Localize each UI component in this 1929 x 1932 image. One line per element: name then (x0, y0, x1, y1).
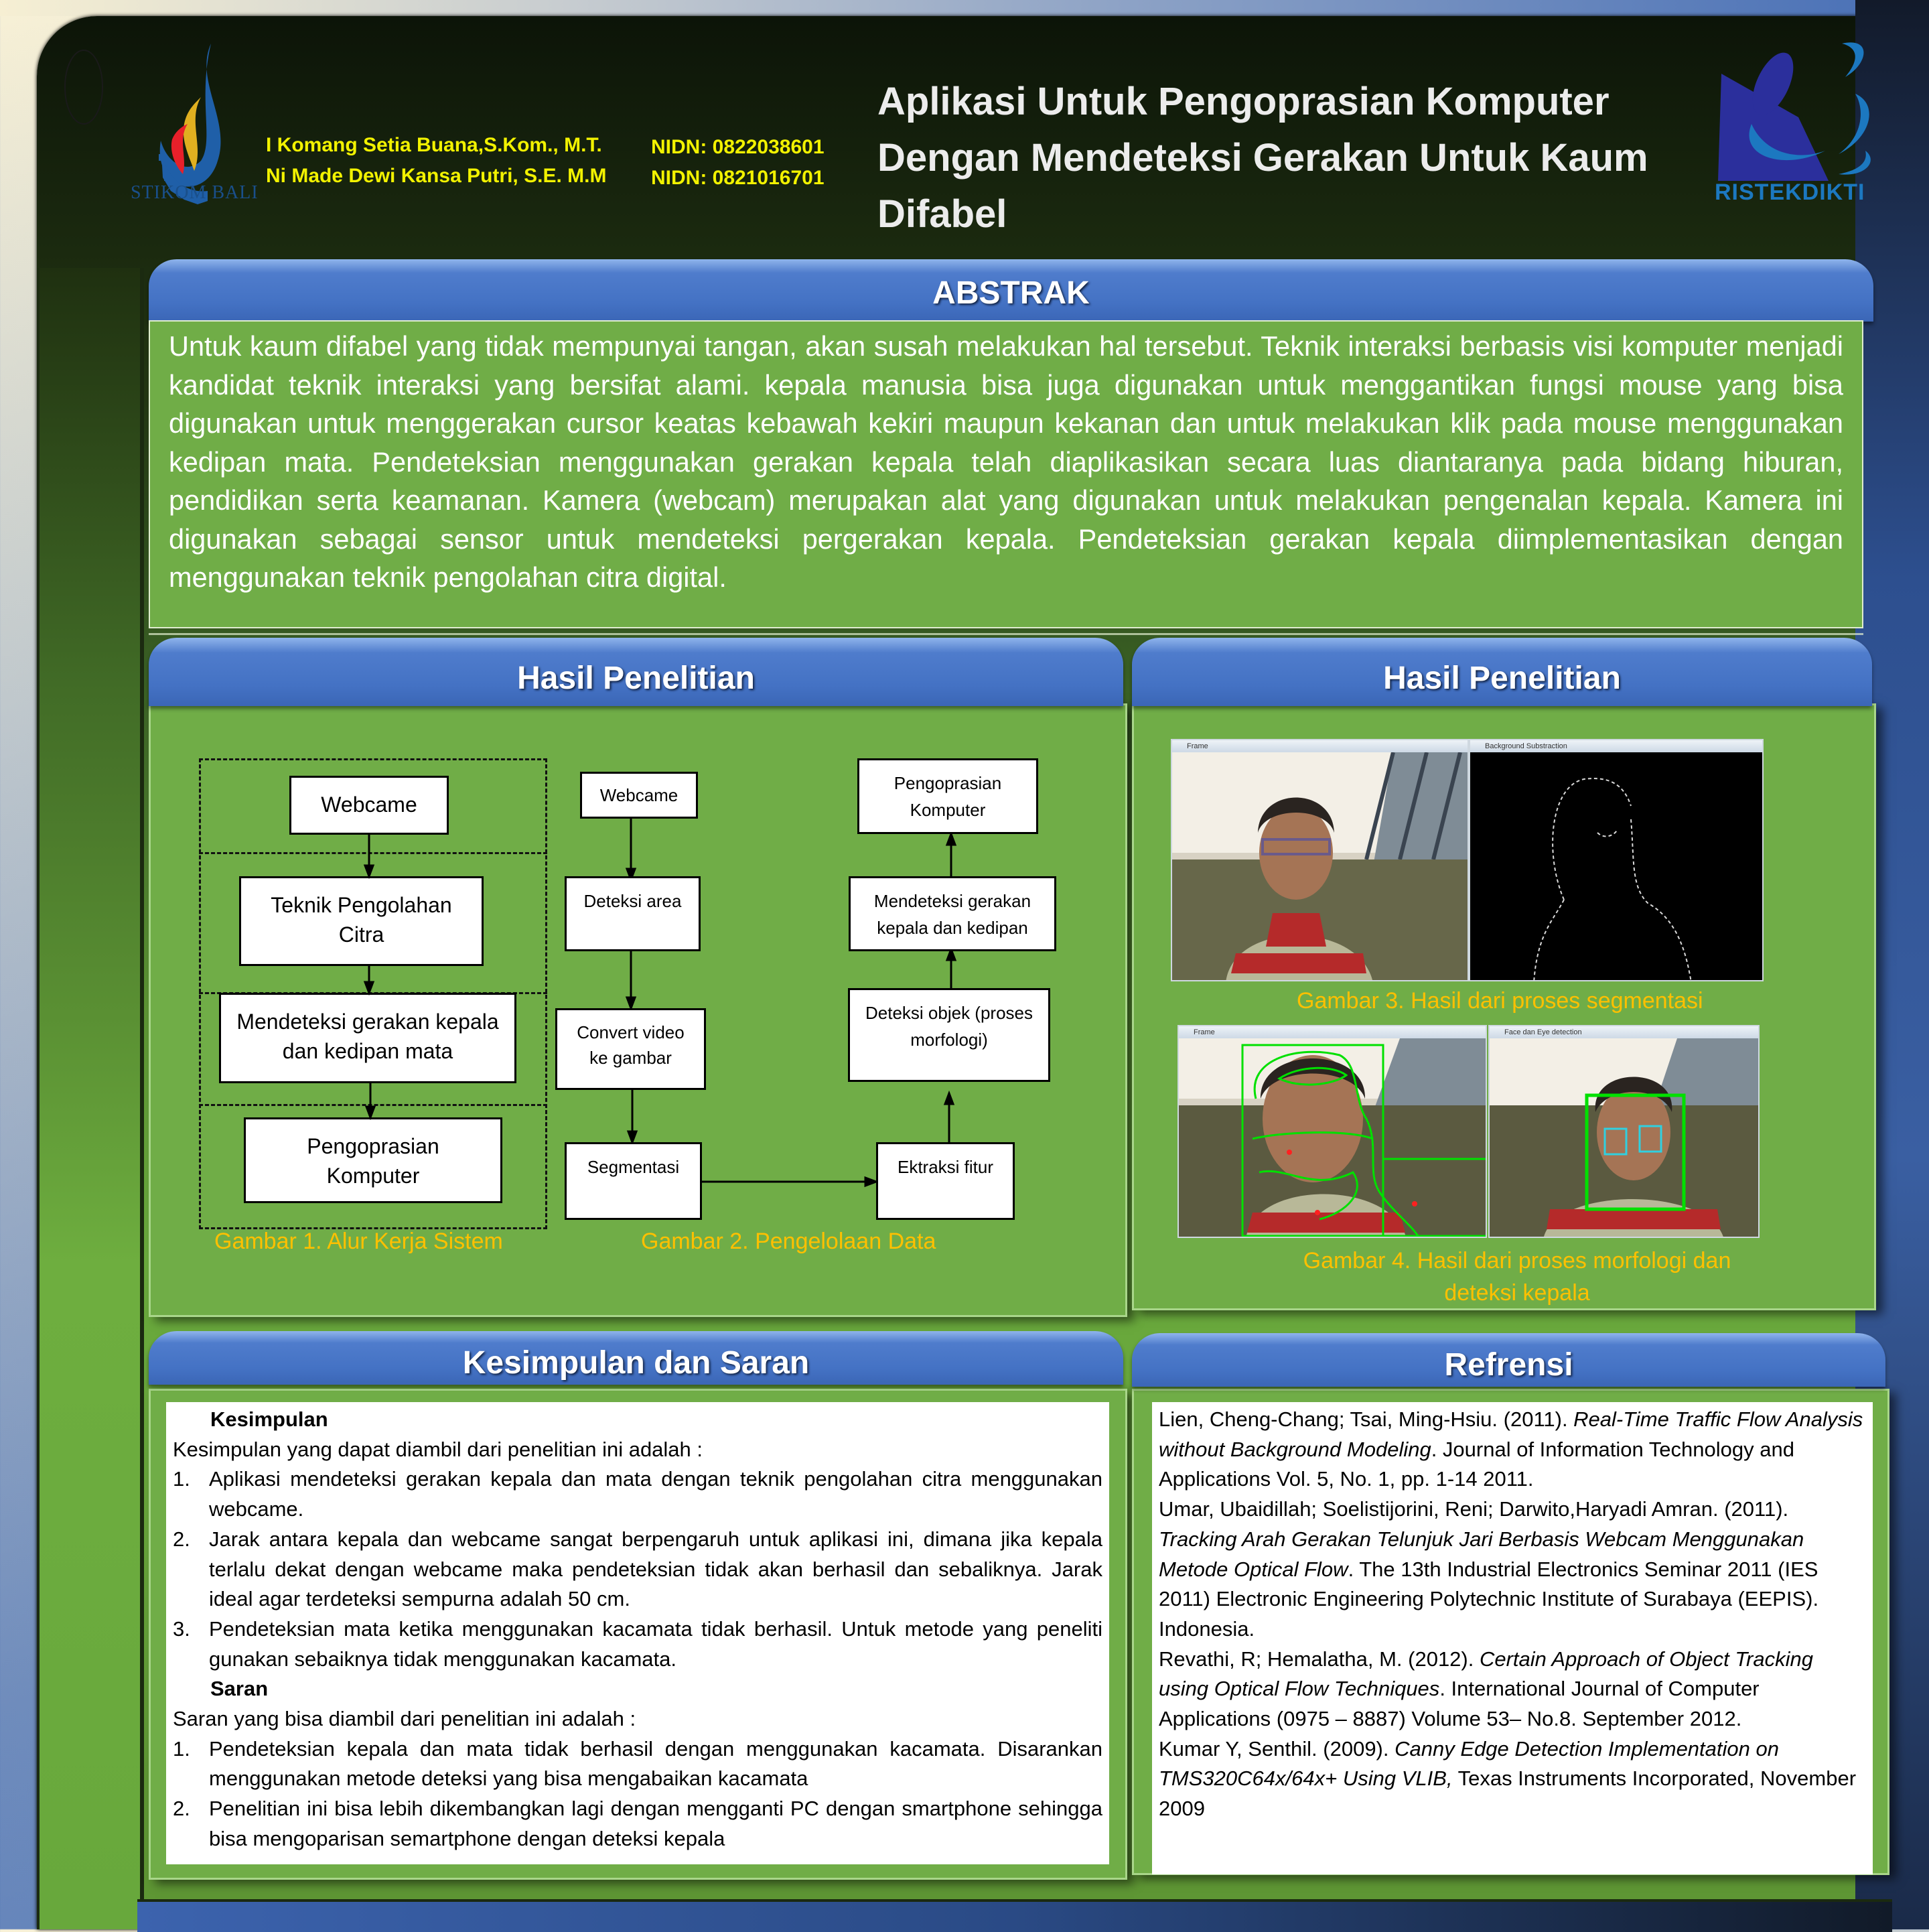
stikom-logo-text: STIKOM BALI (131, 182, 259, 203)
fig2-box-deteksi-area: Deteksi area (565, 876, 701, 951)
figure-4-caption-line-2: deteksi kepala (1444, 1280, 1590, 1306)
kesimpulan-intro: Kesimpulan yang dapat diambil dari penelitian ini adalah : (173, 1437, 703, 1461)
fig1-box-webcame: Webcame (289, 776, 449, 835)
fig2-box-ekstraksi-fitur: Ektraksi fitur (876, 1142, 1015, 1220)
fig2-box-webcame: Webcame (580, 772, 698, 819)
fig1-box-teknik-pengolahan-citra: Teknik Pengolahan Citra (239, 876, 484, 966)
conclusion-heading: Kesimpulan dan Saran (462, 1345, 810, 1381)
fig2-box-mendeteksi-gerakan: Mendeteksi gerakan kepala dan kedipan (849, 876, 1056, 951)
figure-1-divider (199, 852, 547, 854)
figure-1-divider (199, 1104, 547, 1106)
figure-3-background-subtraction-window (1469, 739, 1764, 981)
window-title: Frame (1179, 1026, 1486, 1038)
conclusion-header (149, 1331, 1123, 1385)
figure-4-caption (1216, 1245, 1818, 1309)
kesimpulan-item: 2. Jarak antara kepala dan webcame sangat berpengaruh untuk aplikasi ini, dimana jika kepala terlalu dekat dengan webcame maka pendeteksian tidak akan berhasil dan sebaliknya. Jarak ideal agar terdeteksi sempurna adalah 50 cm. (173, 1527, 1102, 1611)
author-1-name: I Komang Setia Buana,S.Kom., M.T. (266, 134, 602, 156)
figure-1-caption: Gambar 1. Alur Kerja Sistem (214, 1229, 503, 1254)
figure-2-caption: Gambar 2. Pengelolaan Data (641, 1229, 936, 1254)
saran-item: 2. Penelitian ini bisa lebih dikembangkan lagi dengan mengganti PC dengan smartphone sehingga bisa mengoparisan semartphone dengan deteksi kepala (173, 1797, 1102, 1850)
background-subtraction-photo (1470, 752, 1764, 981)
fig2-box-pengoprasian-komputer: Pengoprasian Komputer (857, 758, 1038, 834)
fig1-box-mendeteksi-gerakan: Mendeteksi gerakan kepala dan kedipan mata (219, 993, 516, 1083)
title-line-1: Aplikasi Untuk Pengoprasian Komputer (877, 80, 1610, 123)
morphology-photo (1179, 1038, 1487, 1238)
abstract-heading: ABSTRAK (932, 275, 1090, 311)
window-title: Face dan Eye detection (1490, 1026, 1758, 1038)
abstract-body (149, 320, 1863, 628)
figure-4-face-eye-detection-window (1488, 1025, 1760, 1238)
results-left-header (149, 638, 1123, 706)
fig2-box-segmentasi: Segmentasi (565, 1142, 702, 1220)
fig1-box-pengoprasian-komputer: Pengoprasian Komputer (244, 1117, 502, 1203)
reference-item: Revathi, R; Hemalatha, M. (2012). Certain Approach of Object Tracking using Optical Flow Techniques. International Journal of Computer Applications (0975 – 8887) Volume 53– No.8. September 2012. (1159, 1647, 1813, 1731)
abstract-header (149, 259, 1873, 322)
author-2-nidn: NIDN: 0821016701 (651, 167, 825, 189)
bottom-decor-band (137, 1899, 1892, 1932)
references-header (1132, 1333, 1885, 1387)
face-eye-detection-photo (1490, 1038, 1760, 1238)
kesimpulan-title: Kesimpulan (210, 1407, 328, 1431)
ristekdikti-logo-text: RISTEKDIKTI (1715, 180, 1865, 205)
references-body (1152, 1402, 1873, 1874)
references-heading: Refrensi (1444, 1347, 1573, 1383)
kesimpulan-item: 3. Pendeteksian mata ketika menggunakan kacamata tidak berhasil. Untuk metode yang peneliti gunakan sebaiknya tidak menggunakan kacamata. (173, 1616, 1102, 1671)
author-2-name: Ni Made Dewi Kansa Putri, S.E. M.M (266, 165, 607, 187)
reference-item: Umar, Ubaidillah; Soelistijorini, Reni; Darwito,Haryadi Amran. (2011). Tracking Arah Gerakan Telunjuk Jari Berbasis Webcam Menggunakan Metode Optical Flow. The 13th Industrial Electronics Seminar 2011 (IES 2011) Electronic Engineering Polytechnic Institute of Surabaya (EEPIS). Indonesia. (1159, 1497, 1819, 1641)
left-decor-strip (37, 268, 144, 1929)
saran-intro: Saran yang bisa diambil dari penelitian ini adalah : (173, 1707, 636, 1731)
author-1-nidn: NIDN: 0822038601 (651, 136, 825, 158)
scroll-curl-icon (40, 40, 114, 127)
saran-item: 1. Pendeteksian kepala dan mata tidak berhasil dengan menggunakan kacamata. Disarankan menggunakan metode deteksi yang bisa mengabaikan kacamata (173, 1736, 1102, 1791)
kesimpulan-item: 1. Aplikasi mendeteksi gerakan kepala dan mata dengan teknik pengolahan citra menggunakan webcame. (173, 1467, 1102, 1521)
figure-4-morphology-window (1177, 1025, 1487, 1238)
reference-item: Kumar Y, Senthil. (2009). Canny Edge Detection Implementation on TMS320C64x/64x+ Using VLIB, Texas Instruments Incorporated, November 2009 (1159, 1736, 1857, 1821)
title-line-3: Difabel (877, 192, 1007, 236)
reference-item: Lien, Cheng-Chang; Tsai, Ming-Hsiu. (2011). Real-Time Traffic Flow Analysis without Background Modeling. Journal of Information Technology and Applications Vol. 5, No. 1, pp. 1-14 2011. (1159, 1407, 1863, 1491)
title-line-2: Dengan Mendeteksi Gerakan Untuk Kaum (877, 136, 1648, 180)
figure-4-caption-line-1: Gambar 4. Hasil dari proses morfologi dan (1303, 1248, 1731, 1273)
abstract-divider (149, 633, 1863, 635)
abstract-text: Untuk kaum difabel yang tidak mempunyai tangan, akan susah melakukan hal tersebut. Teknik interaksi berbasis visi komputer menjadi kandidat teknik interaksi yang bersifat alami. kepala manusia bisa juga digunakan untuk menggantikan fungsi mouse yang bisa digunakan untuk menggerakan cursor keatas kebawah kekiri maupun kekanan dan untuk melakukan klik pada mouse menggunakan kedipan mata. Pendeteksian menggunakan gerakan kepala telah diaplikasikan secara luas diantaranya pada bidang hiburan, pendidikan serta keamanan. Kamera (webcam) merupakan alat yang digunakan untuk melakukan pengenalan kepala. Kamera ini digunakan sebagai sensor untuk mendeteksi pergerakan kepala. Pendeteksian gerakan kepala diimplementasikan dengan menggunakan teknik pengolahan citra digital. (169, 330, 1843, 593)
fig2-box-deteksi-objek: Deteksi objek (proses morfologi) (848, 988, 1050, 1082)
webcam-frame-photo (1172, 752, 1469, 981)
conclusion-body (166, 1402, 1109, 1864)
window-title: Frame (1172, 740, 1468, 752)
saran-title: Saran (210, 1677, 269, 1701)
top-background-band (0, 0, 1855, 16)
results-left-heading: Hasil Penelitian (517, 661, 755, 696)
fig2-box-convert-video: Convert video ke gambar (555, 1008, 706, 1090)
figure-3-caption: Gambar 3. Hasil dari proses segmentasi (1297, 988, 1703, 1014)
poster-title (877, 74, 1701, 243)
figure-3-frame-window (1171, 739, 1469, 981)
window-title: Background Substraction (1470, 740, 1762, 752)
results-right-header (1132, 638, 1872, 706)
results-right-heading: Hasil Penelitian (1383, 661, 1621, 696)
